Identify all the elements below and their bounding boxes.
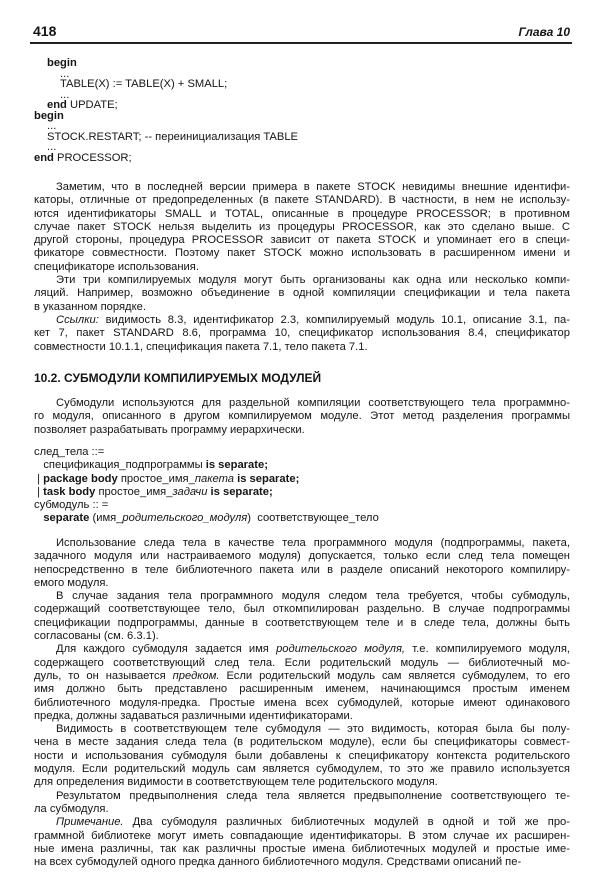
syntax-rules	[34, 446, 570, 526]
text-line	[34, 410, 570, 423]
text: спецификация_подпрограммы	[34, 459, 206, 472]
text: ные имена различны, так как различны простые имена библиотечных модулей и простые име-	[34, 842, 570, 855]
code-line	[34, 58, 570, 69]
text-line	[34, 397, 570, 410]
code-line	[34, 132, 570, 143]
text-line	[34, 550, 570, 563]
text: для определения видимости в соответствующем теле родительского модуля.	[34, 776, 438, 789]
text: Заметим, что в последней версии примера в пакете STOCK невидимы внешние идентифи-	[56, 181, 570, 193]
text-line	[34, 247, 570, 260]
code-listing	[34, 58, 570, 163]
text: Если родительский модуль сам является субмодулем, то его	[219, 669, 570, 682]
text-line	[34, 617, 570, 630]
text-line	[34, 803, 570, 816]
code-line	[34, 100, 570, 111]
text: случае пакет STOCK нельзя выделить из процедуры PROCESSOR, как это сделано выше. С	[34, 220, 570, 233]
text: |	[34, 485, 44, 498]
text-line	[34, 208, 570, 221]
keyword: is separate;	[207, 485, 273, 498]
text: другой стороны, процедура PROCESSOR зависит от пакета STOCK и упоминает его в специ-	[34, 234, 570, 247]
code-line	[34, 153, 570, 164]
chapter-title: Глава 10	[518, 25, 570, 39]
text: ла субмодуля.	[34, 802, 109, 815]
text-line	[34, 697, 570, 710]
text: содержащий соответствующее тело, был откомпилирован раздельно. В случае подпрограммы	[34, 603, 570, 616]
text: согласованы (см. 6.3.1).	[34, 630, 159, 643]
text: спецификации подпрограммы, данные в соответствующем теле и в следе тела, должны быть	[34, 616, 570, 629]
code-line	[34, 79, 570, 90]
text: содержащего соответствующий след тела. Если родительский модуль — библиотечный мо-	[34, 656, 570, 669]
text: на всех субмодулей одного предка данного библиотечного модуля. Средствами описаний пе-	[34, 856, 522, 869]
text-line	[34, 843, 570, 856]
text: фикаторе совместности. Поэтому пакет STOCK можно использовать в расширенном имени и	[34, 247, 570, 260]
text: позволяет разрабатывать программу иерархически.	[34, 423, 305, 436]
text-line	[34, 327, 570, 340]
italic-text: Примечание.	[56, 816, 124, 829]
text-line	[34, 274, 570, 287]
text: Эти три компилируемых модуля могут быть организованы как одна или несколько компи-	[56, 274, 570, 287]
text: Результатом предвыполнения следа тела является предвыполнение соответствующего те-	[56, 789, 570, 802]
text-line	[34, 261, 570, 274]
text: чена в месте задания следа тела (в родительском модуле), если бы спецификаторы совмест-	[34, 736, 570, 749]
text-line	[34, 424, 570, 437]
text: PROCESSOR;	[53, 151, 132, 164]
syntax-line	[34, 499, 570, 512]
page-header	[30, 22, 572, 44]
text: (имя_	[89, 512, 123, 525]
text-line	[34, 564, 570, 577]
text: простое_имя_	[117, 472, 195, 485]
text-line	[34, 590, 570, 603]
keyword: end	[47, 99, 67, 111]
text: совместности 10.1.1, спецификация пакета 7.1, тело пакета 7.1.	[34, 340, 368, 353]
text-line	[34, 723, 570, 736]
text-line	[34, 856, 570, 869]
paragraph-submodules-intro	[34, 397, 570, 437]
text-line	[34, 670, 570, 683]
text-line	[34, 287, 570, 300]
text-line	[34, 630, 570, 643]
paragraphs-submodules-rules	[34, 537, 570, 869]
text: ...	[47, 141, 57, 153]
text: ляций. Например, возможно объединение в одной компиляции спецификации и тела пакета	[34, 287, 570, 300]
text: ются идентификаторы SMALL и TOTAL, описанные в процедуре PROCESSOR; в противном	[34, 207, 570, 220]
text: видимость 8.3, идентификатор 2.3, компилируемый модуль 10.1, описание 3.1, па-	[98, 313, 570, 326]
text-line	[34, 776, 570, 789]
text	[34, 512, 43, 524]
syntax-line	[34, 512, 570, 525]
text: т.е. компилируемого модуля,	[405, 643, 570, 656]
text-line	[34, 657, 570, 670]
syntax-line	[34, 459, 570, 472]
text: дуль, то он называется	[34, 669, 173, 682]
text-line	[34, 603, 570, 616]
keyword: begin	[47, 57, 77, 69]
text: задачного модуля или настраиваемого модуля) допускается, только если след тела помещен	[34, 550, 570, 563]
text-line	[34, 683, 570, 696]
text-line	[34, 816, 570, 829]
text-line	[34, 750, 570, 763]
text: простое_имя_	[95, 485, 173, 498]
text: предка, должны задаваться различными идентификаторами.	[34, 709, 353, 722]
text-line	[34, 577, 570, 590]
text-line	[34, 830, 570, 843]
text-line	[34, 763, 570, 776]
italic-text: задачи	[172, 485, 208, 498]
syntax-line	[34, 446, 570, 459]
text-line	[34, 181, 570, 194]
text-line	[34, 221, 570, 234]
text-line	[34, 301, 570, 314]
text: го модуля, описанного в другом компилируемом модуле. Этот метод разделения программы	[34, 410, 570, 423]
text: STOCK.RESTART; -- переинициализация TABLE	[47, 130, 298, 143]
keyword: package body	[43, 472, 118, 485]
italic-text: родительского_модуля	[122, 512, 248, 525]
text: граммной библиотеке могут иметь совпадающие идентификаторы. В этом случае их расширен-	[34, 829, 570, 842]
text: Два субмодуля различных библиотечных модулей в одной и той же про-	[123, 816, 570, 829]
italic-text: пакета	[194, 472, 235, 485]
keyword: end	[34, 151, 54, 164]
text: модуля. Если родительский модуль сам является субмодулем, то это же правило используется	[34, 763, 570, 776]
text: Для каждого субмодуля задается имя	[56, 643, 277, 656]
text: Субмодули используются для раздельной компиляции соответствующего тела программно-	[56, 397, 570, 409]
text: субмодуль :: =	[34, 499, 109, 512]
text: ...	[60, 88, 70, 101]
keyword: is separate;	[205, 459, 268, 472]
text-line	[34, 790, 570, 803]
text: след_тела ::=	[34, 446, 105, 458]
text: имя должно быть представлено расширенным именем, начинающимся простым именем	[34, 683, 570, 696]
syntax-line	[34, 486, 570, 499]
text: ...	[60, 67, 70, 80]
text: спецификаторе использования.	[34, 260, 199, 273]
paragraphs-stock-visibility	[34, 181, 570, 354]
text: в указанном порядке.	[34, 300, 146, 313]
text: каторы, отличные от предопределенных (в пакете STANDARD). В частности, в нем не использу-	[34, 194, 570, 207]
text: |	[34, 472, 44, 485]
text-line	[34, 643, 570, 656]
italic-text: родительского модуля,	[276, 643, 406, 656]
text: ...	[47, 120, 57, 132]
keyword: separate	[43, 512, 90, 525]
text: библиотечного модуля-предка. Простые имена всех субмодулей, которые имеют одинакового	[34, 696, 570, 709]
text: кет 7, пакет STANDARD 8.6, программа 10, спецификатор использования 8.4, спецификатор	[34, 327, 570, 340]
text: В случае задания тела программного модуля следом тела требуется, чтобы субмодуль,	[56, 590, 570, 603]
text: ) соответствующее_тело	[247, 512, 379, 525]
text: UPDATE;	[66, 99, 118, 111]
text-line	[34, 314, 570, 327]
text: непосредственно в теле библиотечного пакета или в разделе описаний некоторого компилиру-	[34, 563, 570, 576]
code-line	[34, 111, 570, 122]
text: Видимость в соответствующем теле субмодуля — это видимость, которая была бы полу-	[56, 723, 570, 736]
text-line	[34, 710, 570, 723]
italic-text: предком.	[172, 669, 220, 682]
text-line	[34, 537, 570, 550]
text-line	[34, 736, 570, 749]
section-heading: 10.2. СУБМОДУЛИ КОМПИЛИРУЕМЫХ МОДУЛЕЙ	[34, 371, 322, 385]
text: TABLE(X) := TABLE(X) + SMALL;	[60, 78, 228, 90]
italic-text: Ссылки:	[56, 313, 99, 326]
text: ности и использования субмодуля были добавлены к спецификатору контекста родительского	[34, 749, 570, 762]
keyword: task body	[43, 485, 96, 498]
page-number: 418	[33, 23, 57, 39]
syntax-line	[34, 473, 570, 486]
text-line	[34, 234, 570, 247]
text: Использование следа тела в качестве тела программного модуля (подпрограммы, пакета,	[56, 537, 570, 549]
text-line	[34, 194, 570, 207]
text-line	[34, 341, 570, 354]
keyword: is separate;	[234, 472, 300, 485]
keyword: begin	[34, 109, 64, 122]
text: емого модуля.	[34, 576, 109, 589]
